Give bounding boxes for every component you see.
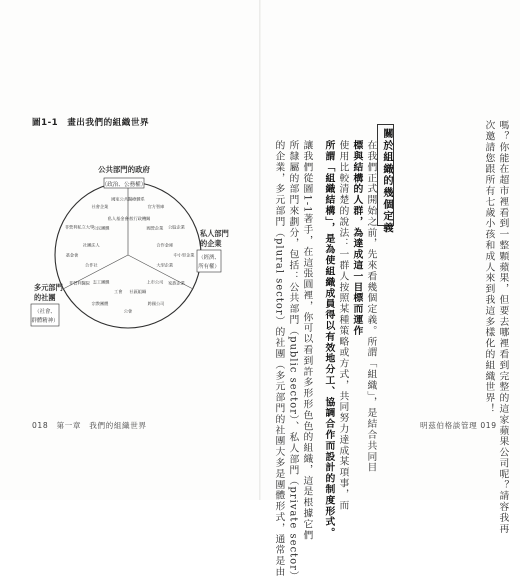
private-sector-title-2: 的企業 [200, 239, 222, 248]
body-col-1: 讓我們從圖1-1著手，在這張圓裡，你可以看到許多形形色色的組織，這是根據它們 [301, 140, 313, 541]
intro-col-1: 嗎？你能在超市裡看到一整顆蘋果，但要去哪裡看到完整的這家蘋果公司呢？請容我再 [497, 120, 509, 535]
inner-label: 國營企業 [146, 225, 164, 231]
civil-sector-title-2: 的社團 [34, 293, 56, 302]
inner-label: 公股企業 [168, 224, 185, 230]
para-col-1: 在我們正式開始之前，先來看幾個定義。所謂「組織」，是結合共同目 [365, 140, 377, 473]
inner-label: 非營利醫院 [69, 280, 90, 286]
inner-label: 社會企業 [91, 204, 109, 209]
body-col-2: 所隸屬的部門來劃分，包括：公共部門（public sector）、私人部門（private sector） [287, 140, 299, 582]
inner-label: 宗教團體 [91, 301, 109, 306]
inner-label: 非營利私立大學 [64, 224, 95, 230]
figure-title: 圖1-1 畫出我們的組織世界 [32, 118, 150, 128]
inner-label: 中小型企業 [173, 252, 195, 258]
inner-label: 志工團體 [92, 279, 110, 285]
inner-labels [65, 196, 195, 315]
para-col-4: 所謂「組織結構」，是為使組織成員得以有效地分工、協調合作而設計的制度形式。 [323, 140, 335, 539]
inner-label: 公會 [123, 308, 133, 314]
inner-label: 家族企業 [168, 280, 185, 286]
body-col-3: 的企業，多元部門（plural sector）的社團（多元部門的社團大多是團體形式，通常是由 [273, 140, 285, 578]
inner-label: 社團法人 [82, 242, 100, 248]
inner-label: 官方智庫 [147, 204, 165, 209]
private-sector-title-1: 私人部門 [200, 229, 229, 238]
inner-label: 社區組織 [129, 289, 147, 295]
inner-label: 公民團體 [92, 225, 110, 231]
left-folio: 018 第一章 我們的組織世界 [32, 421, 147, 430]
para-col-3: 使用比較清楚的說法：一群人按照某種策略或方式，共同努力達成某項事，而 [337, 140, 349, 511]
inner-label: 合作金庫 [156, 242, 174, 248]
private-sector-subtitle-2: 所有權） [198, 264, 220, 270]
inner-label: 跨國公司 [147, 301, 165, 306]
civil-sector-title-1: 多元部門 [34, 283, 63, 292]
inner-label: 一般行政機關 [125, 215, 151, 221]
private-sector-subtitle-1: （經濟、 [198, 255, 220, 261]
public-sector-title: 公共部門的政府 [98, 165, 150, 174]
inner-label: 私人基金會 [107, 215, 129, 221]
inner-label: 上市公司 [146, 279, 164, 285]
inner-label: 工會 [114, 289, 123, 295]
inner-label: 基金會 [65, 252, 79, 258]
inner-label: 大型企業 [156, 262, 174, 268]
inner-label: 國家公共醫療體系 [111, 196, 145, 202]
civil-sector-subtitle-1: （社會、 [34, 309, 56, 315]
public-sector-subtitle: （政治、公務權） [101, 182, 147, 188]
inner-label: 合作社 [85, 262, 98, 268]
para-col-2: 標與結構的人群，為達成這一目標而運作 [351, 140, 363, 337]
civil-sector-subtitle-2: 群體精神） [31, 318, 59, 324]
intro-col-2: 次邀請您跟所有七歲小孩和成人來到我這多樣化的組織世界！ [483, 120, 495, 415]
section-heading: 關於組織的幾個定義 [381, 128, 393, 235]
right-folio: 明茲伯格談管理 019 [420, 421, 497, 430]
